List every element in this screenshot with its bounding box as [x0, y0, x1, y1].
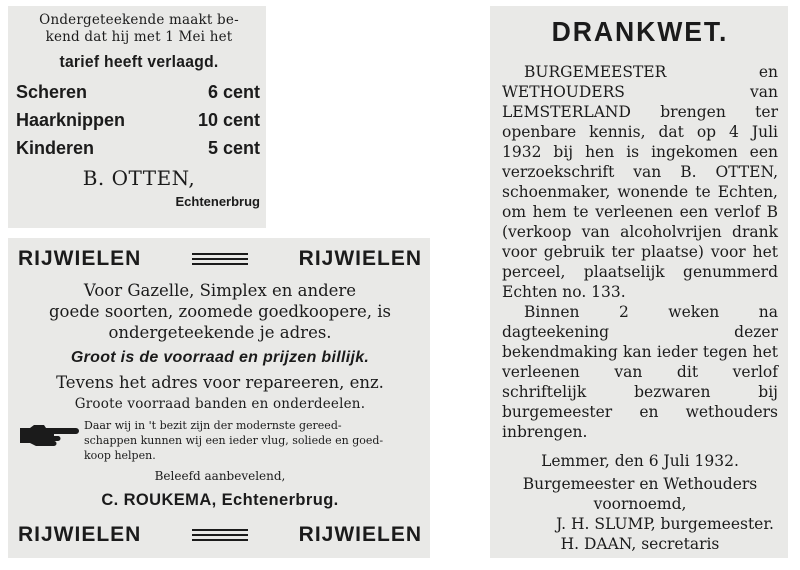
notice-paragraph-1: BURGEMEESTER en WETHOUDERS van LEMSTERLAND brengen ter openbare kennis, dat op 4 Juli 1932 bij hen is ingekomen een verzoekschrift van B. OTTEN, schoenmaker, wonende te Echten, om hem te verleenen een verlof B (verkoop van alcoholvrijen drank voor gebruik ter plaatse) voor het perceel, plaatselijk genummerd Echten no. 133.	[502, 63, 778, 301]
pointing-hand-icon	[18, 422, 80, 448]
price-value: 6 cent	[207, 82, 260, 102]
intro-text	[16, 12, 262, 46]
barber-place: Echtenerbrug	[175, 194, 260, 209]
notice-line-2: schappen kunnen wij een ieder vlug, soliede en goed-	[84, 434, 384, 447]
price-value: 5 cent	[207, 138, 260, 158]
intro-line-2: kend dat hij met 1 Mei het	[45, 29, 233, 45]
intro-line-1: Ondergeteekende maakt be-	[39, 12, 239, 28]
notice-text	[80, 418, 383, 463]
price-row	[16, 134, 262, 162]
shop-signoff: C. ROUKEMA, Echtenerbrug.	[101, 491, 339, 509]
notice-title: DRANKWET.	[551, 16, 729, 47]
slogan: Groot is de voorraad en prijzen billijk.	[70, 349, 370, 366]
body-line-2: goede soorten, zoomede goedkoopere, is	[48, 302, 391, 321]
price-row	[16, 78, 262, 106]
barber-name: B. OTTEN,	[82, 166, 196, 190]
regards-line: Beleefd aanbevelend,	[154, 469, 286, 483]
notice-line-1: Daar wij in 't bezit zijn der modernste gereed-	[84, 419, 342, 432]
notice-paragraph-2: Binnen 2 weken na dagteekening dezer bekendmaking kan ieder tegen het verleenen van dit verlof schriftelijk bezwaren bij burgemeester en wethouders inbrengen.	[502, 303, 778, 441]
body-line-1: Voor Gazelle, Simplex en andere	[83, 281, 357, 300]
notice-body	[502, 62, 778, 442]
repair-line: Tevens het adres voor repareeren, enz.	[56, 373, 384, 392]
service-notice	[18, 418, 422, 463]
price-row	[16, 106, 262, 134]
bicycle-header	[18, 244, 422, 274]
drankwet-notice	[490, 6, 788, 558]
notice-line-3: koop helpen.	[84, 449, 156, 462]
body-line-3: ondergeteekende je adres.	[108, 323, 332, 342]
triple-rule-divider	[192, 253, 248, 265]
tariff-heading: tarief heeft verlaagd.	[59, 52, 219, 71]
stock-line: Groote voorraad banden en onderdeelen.	[74, 396, 366, 412]
signature-line-4: H. DAAN, secretaris	[560, 535, 720, 553]
signature-line-1: Burgemeester en Wethouders	[522, 475, 758, 493]
price-list	[16, 78, 262, 162]
signature-line-2: voornoemd,	[593, 495, 687, 513]
price-item: Kinderen	[16, 138, 95, 158]
triple-rule-divider	[192, 529, 248, 541]
bicycle-footer	[18, 520, 422, 550]
footer-word-left: RIJWIELEN	[18, 523, 142, 546]
bicycle-body-text	[18, 280, 422, 343]
bicycle-advertisement	[8, 238, 430, 558]
header-word-left: RIJWIELEN	[18, 247, 142, 270]
notice-date: Lemmer, den 6 Juli 1932.	[541, 452, 739, 470]
notice-signature	[502, 474, 778, 554]
header-word-right: RIJWIELEN	[298, 247, 422, 270]
haircut-advertisement	[8, 6, 266, 228]
price-value: 10 cent	[197, 110, 260, 130]
price-item: Scheren	[16, 82, 88, 102]
price-item: Haarknippen	[16, 110, 126, 130]
footer-word-right: RIJWIELEN	[298, 523, 422, 546]
signature-line-3: J. H. SLUMP, burgemeester.	[556, 515, 774, 533]
